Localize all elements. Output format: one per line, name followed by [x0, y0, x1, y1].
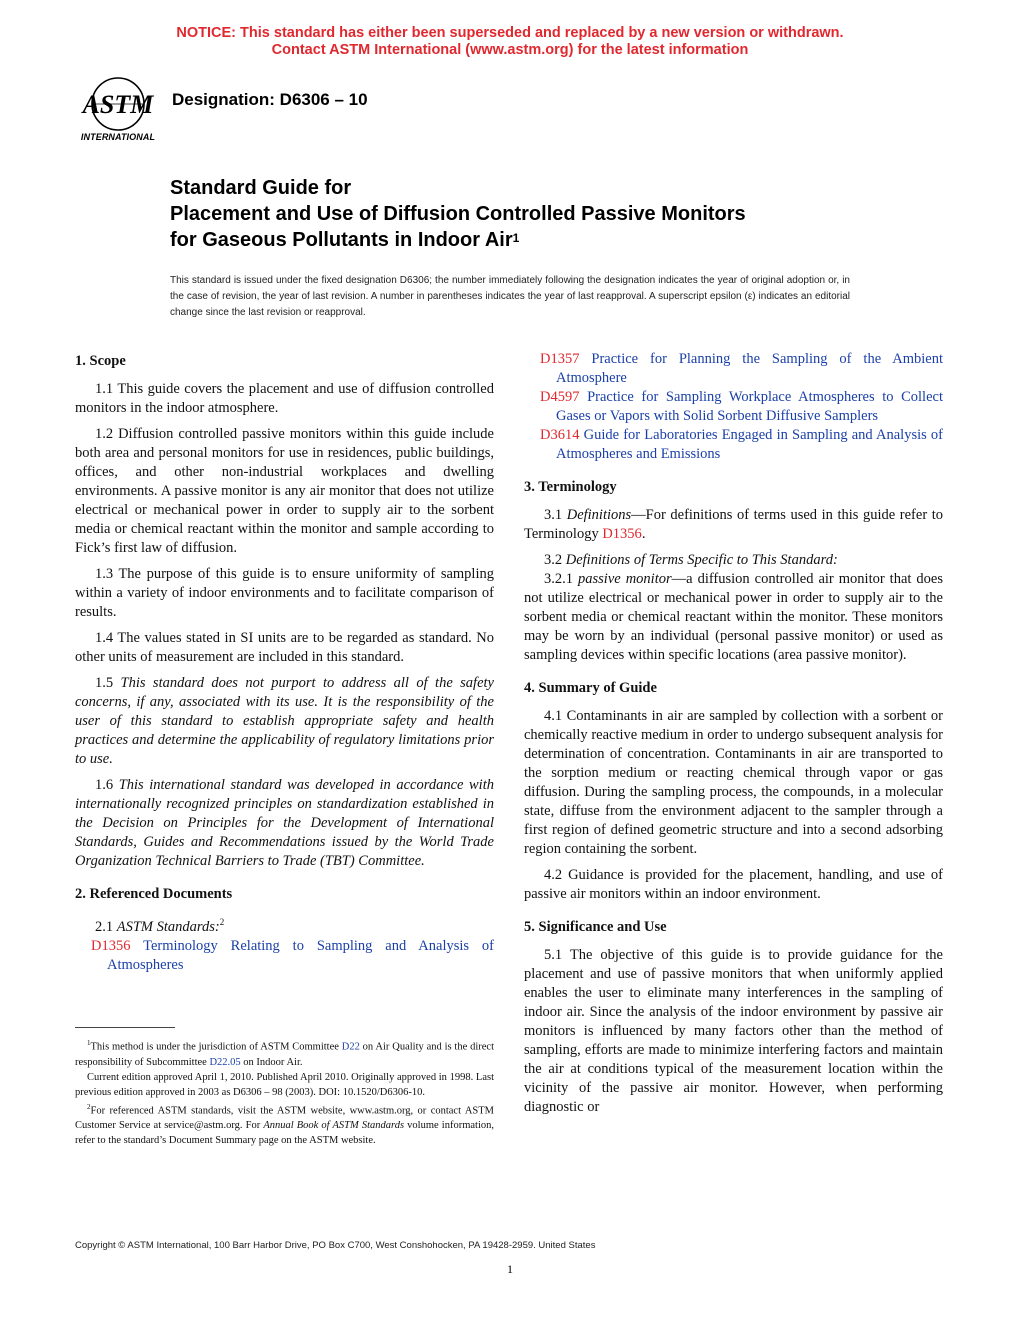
section-heading-referenced-documents: 2. Referenced Documents	[75, 886, 233, 902]
section-heading-terminology: 3. Terminology	[524, 479, 617, 495]
reference-item	[524, 426, 943, 464]
logo-letters: ASTM	[82, 90, 154, 119]
section-heading-summary: 4. Summary of Guide	[524, 680, 657, 696]
notice-line-1: NOTICE: This standard has either been superseded and replaced by a new version or withdrawn.	[176, 25, 844, 41]
footnotes	[75, 1036, 494, 1148]
paragraph-1-5: 1.5 This standard does not purport to address all of the safety concerns, if any, associated with its use. It is the responsibility of the user of this standard to establish appropriate safety and health practices and determine the applicability of regulatory limitations prior to use.	[75, 675, 494, 767]
designation: Designation: D6306 – 10	[172, 90, 368, 109]
subcommittee-link[interactable]: D22.05	[209, 1056, 241, 1068]
logo-international-text: INTERNATIONAL	[80, 132, 156, 142]
title-line-1: Standard Guide for	[170, 177, 352, 199]
right-column	[524, 350, 943, 1124]
terminology-link[interactable]: D1356	[602, 526, 642, 542]
issued-note: This standard is issued under the fixed designation D6306; the number immediately following the designation indicates the year of original adoption or, in the case of revision, the year of last revision. A number in parentheses indicates the year of last reapproval. A superscript epsilon (ε) indicates an editorial change since the last revision or reapproval.	[170, 275, 850, 318]
supersede-notice	[0, 25, 1020, 59]
reference-title-link[interactable]: Practice for Sampling Workplace Atmospheres to Collect Gases or Vapors with Solid Sorbent Diffusive Samplers	[556, 389, 943, 424]
title-line-3: for Gaseous Pollutants in Indoor Air$^1$	[170, 229, 520, 251]
paragraph-1-4: 1.4 The values stated in SI units are to be regarded as standard. No other units of measurement are included in this standard.	[75, 630, 494, 665]
paragraph-1-2: 1.2 Diffusion controlled passive monitors within this guide include both area and personal monitors for use in residences, public buildings, offices, and other non-industrial workplaces and dwelling environments. A passive monitor is any air monitor that does not utilize electrical or mechanical power in order to supply air to the sorbent media or chemical reactant within the monitor and sample according to Fick’s first law of diffusion.	[75, 426, 494, 556]
paragraph-3-2-1: 3.2.1 passive monitor—a diffusion controlled air monitor that does not utilize electrical or mechanical power in order to supply air to the sorbent media or chemical reactant within the monitor. These monitors may be worn by an individual (personal passive monitor) or used as sampling devices within specific locations (area passive monitor).	[524, 571, 944, 663]
reference-title-link[interactable]: Guide for Laboratories Engaged in Sampling and Analysis of Atmospheres and Emissions	[556, 427, 943, 462]
paragraph-4-2: 4.2 Guidance is provided for the placement, handling, and use of passive air monitors within an indoor environment.	[524, 867, 943, 902]
reference-code-link[interactable]: D1357	[540, 351, 580, 367]
paragraph-1-1: 1.1 This guide covers the placement and use of diffusion controlled monitors in the indoor atmosphere.	[75, 381, 494, 416]
title-footnote-mark: 1	[512, 231, 520, 245]
reference-item	[524, 388, 943, 426]
committee-link[interactable]: D22	[341, 1041, 360, 1053]
reference-code-link[interactable]: D4597	[540, 389, 580, 405]
reference-item	[524, 350, 943, 388]
reference-title-link[interactable]: Terminology Relating to Sampling and Analysis of Atmospheres	[107, 937, 494, 973]
paragraph-5-1: 5.1 The objective of this guide is to provide guidance for the placement and use of passive monitors that when uniformly applied enables the user to eliminate many interferences in the sampling of indoor air. Since the analysis of the indoor environment by passive air monitors is influenced by many factors other than the method of sampling, efforts are made to minimize interfering factors and maintain the air at conditions typical of the measurement location within the vicinity of the passive air monitor. However, when performing diagnostic or	[524, 947, 943, 1115]
page-number: 1	[507, 1262, 513, 1276]
reference-title-link[interactable]: Practice for Planning the Sampling of the Ambient Atmosphere	[556, 351, 943, 386]
section-heading-significance: 5. Significance and Use	[524, 919, 667, 935]
paragraph-3-2: 3.2 Definitions of Terms Specific to This Standard:	[544, 552, 838, 568]
paragraph-1-6: 1.6 This international standard was developed in accordance with internationally recognized principles on standardization established in the Decision on Principles for the Development of International Standards, Guides and Recommendations issued by the World Trade Organization Technical Barriers to Trade (TBT) Committee.	[75, 777, 494, 869]
notice-line-2: Contact ASTM International (www.astm.org) for the latest information	[271, 42, 749, 58]
footnote-1-edition: Current edition approved April 1, 2010. Published April 2010. Originally approved in 1998. Last previous edition approved in 2003 as D6306 – 98 (2003). DOI: 10.1520/D6306-10.	[75, 1071, 494, 1098]
paragraph-1-3: 1.3 The purpose of this guide is to ensure uniformity of sampling within a variety of indoor environments and to facilitate comparison of results.	[75, 566, 494, 620]
paragraph-4-1: 4.1 Contaminants in air are sampled by collection with a sorbent or chemically reactive medium in order to undergo subsequent analysis for determination of concentration. Contaminants in air are transported to the sorption medium or reacting chemical through vapor or gas diffusion. During the sampling process, the compounds, in a molecular state, diffuse from the environment adjacent to the sampler through a first region of defined geometric structure and into a second adsorbing region containing the sorbent.	[524, 708, 943, 857]
title-line-2: Placement and Use of Diffusion Controlled Passive Monitors	[170, 203, 746, 225]
copyright-line: Copyright © ASTM International, 100 Barr Harbor Drive, PO Box C700, West Conshohocken, PA 19428-2959. United States	[75, 1240, 596, 1251]
reference-d1356	[75, 937, 494, 975]
reference-code-link[interactable]: D1356	[91, 937, 131, 954]
reference-code-link[interactable]: D3614	[540, 427, 580, 443]
document-title	[170, 175, 890, 253]
paragraph-3-1: 3.1 Definitions—For definitions of terms used in this guide refer to Terminology D1356.	[524, 507, 944, 542]
footnote-divider	[75, 1027, 175, 1028]
section-heading-scope: 1. Scope	[75, 353, 126, 369]
paragraph-2-1: 2.1 ASTM Standards:$^2$	[95, 917, 225, 935]
footnote-1: $^1$This method is under the jurisdiction of ASTM Committee D22 on Air Quality and is the direct responsibility of Subcommittee D22.05 on Indoor Air.	[75, 1039, 494, 1068]
footnote-2: $^2$For referenced ASTM standards, visit the ASTM website, www.astm.org, or contact ASTM Customer Service at service@astm.org. For Annual Book of ASTM Standards volume information, refer to the standard’s Document Summary page on the ASTM website.	[75, 1102, 494, 1146]
left-column	[75, 350, 494, 975]
